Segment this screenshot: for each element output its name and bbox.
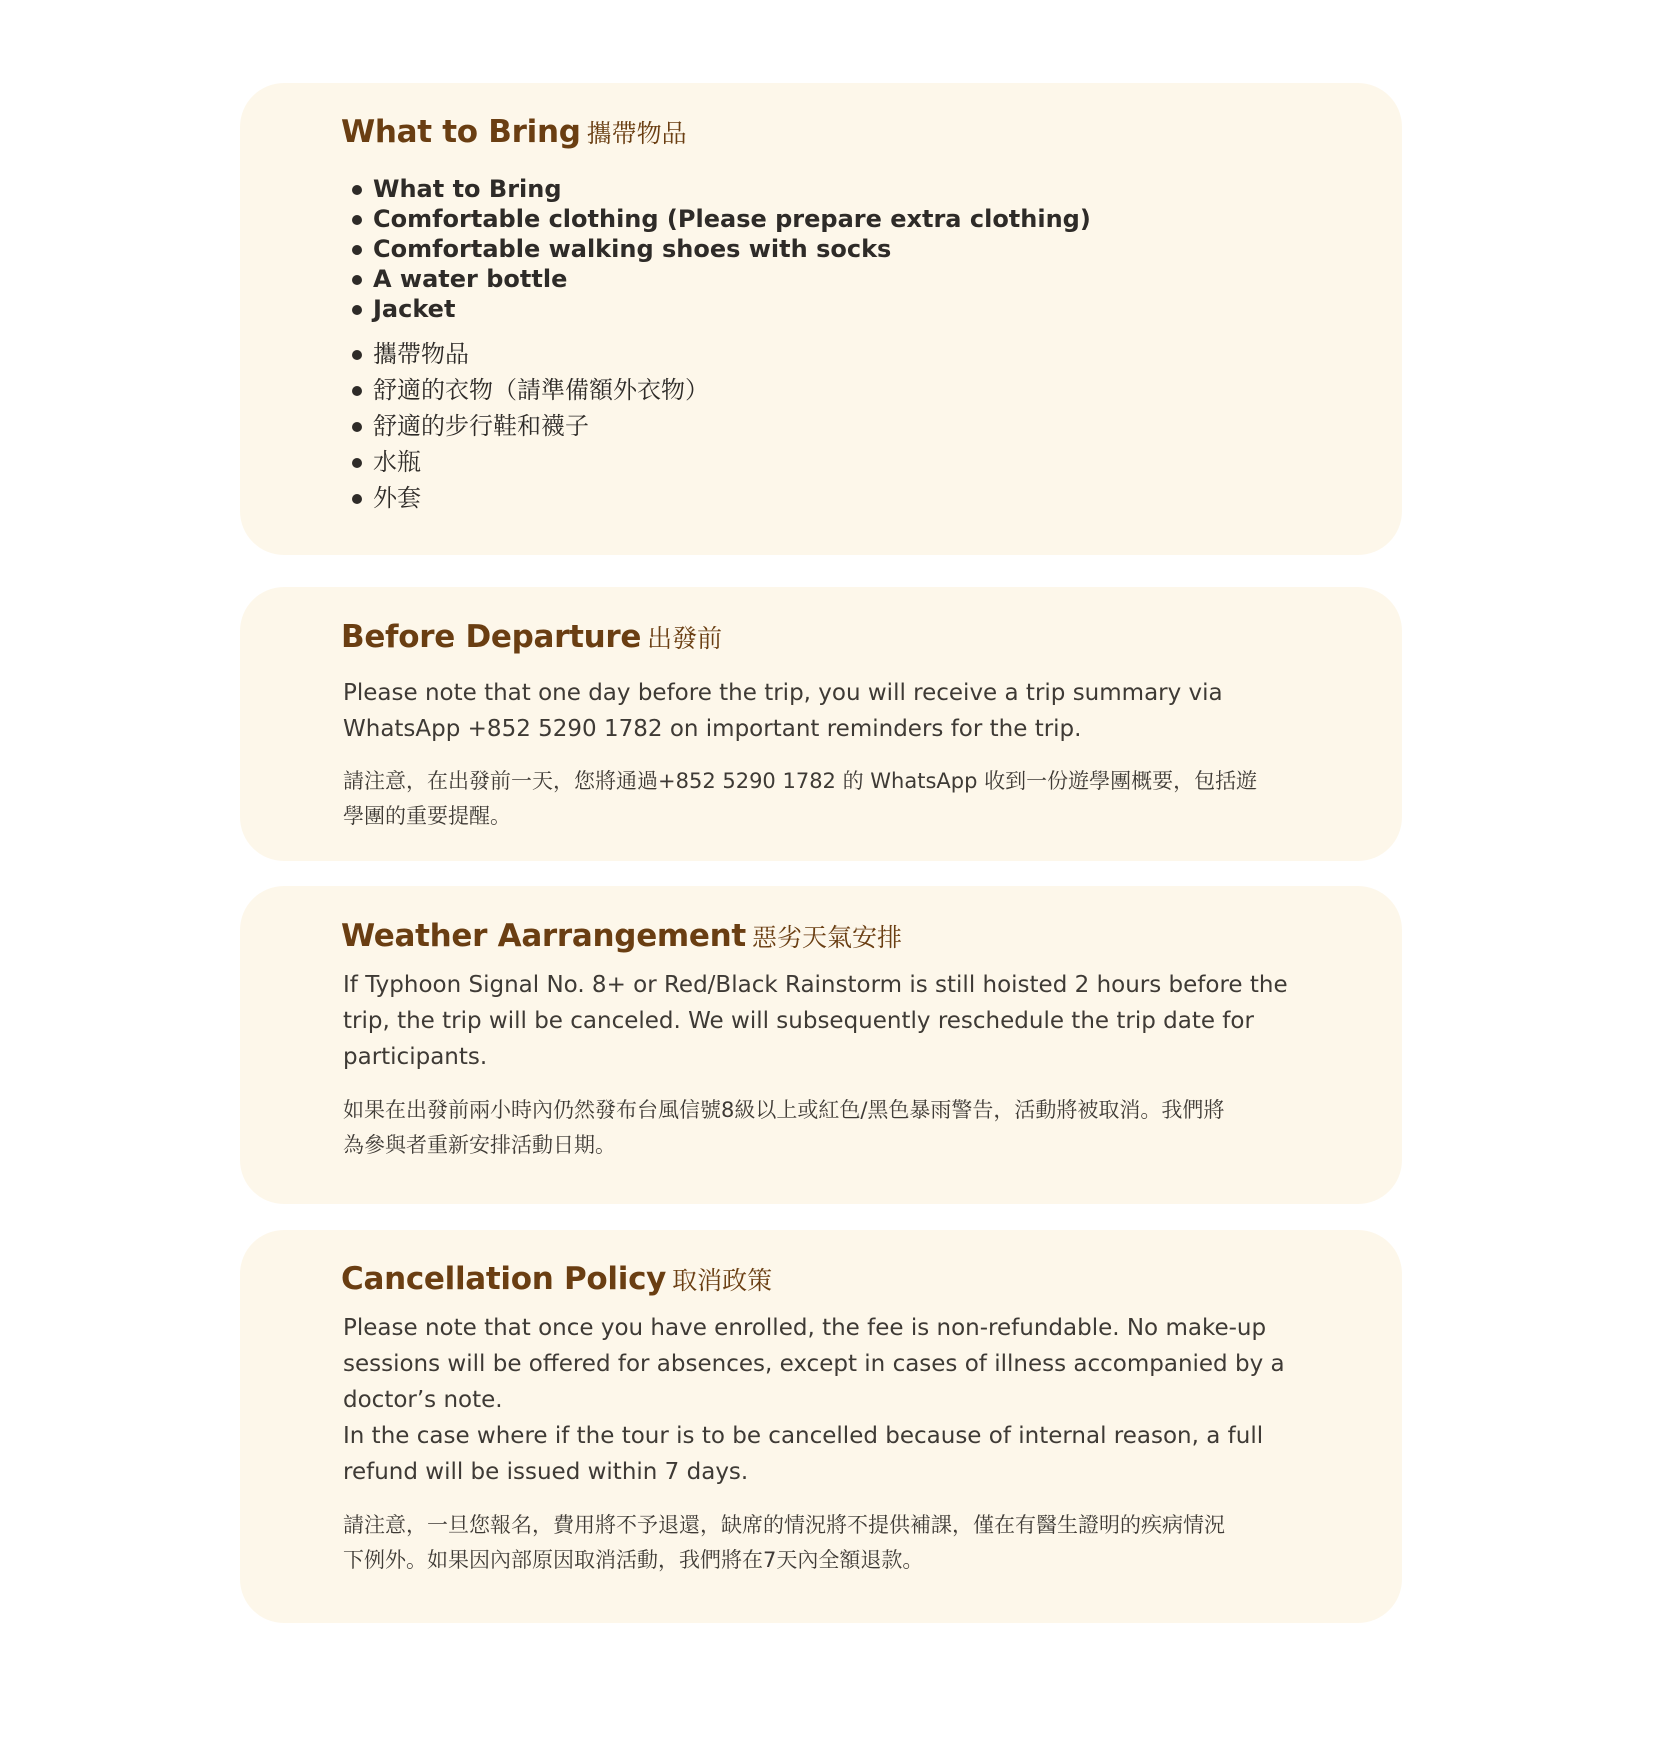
list-item: 舒適的步行鞋和襪子 [341,408,1322,444]
text-line: refund will be issued within 7 days. [343,1459,749,1485]
text-line: participants. [343,1044,488,1070]
cancellation-policy-title-zh: 取消政策 [672,1266,773,1295]
list-item: 舒適的衣物（請準備額外衣物） [341,372,1322,408]
text-line: sessions will be offered for absences, except in cases of illness accompanied by a [343,1351,1285,1377]
weather-arrangement-title [341,914,1322,960]
cancellation-policy-title [341,1257,1322,1303]
cancellation-policy-text-en [341,1310,1322,1490]
list-item: A water bottle [341,264,1322,294]
weather-arrangement-title-zh: 惡劣天氣安排 [751,923,902,952]
cancellation-policy-text-zh [341,1508,1322,1578]
weather-arrangement-title-en: Weather Aarrangement [341,918,746,954]
text-line: In the case where if the tour is to be cancelled because of internal reason, a full [343,1423,1264,1449]
text-line: 如果在出發前兩小時內仍然發布台風信號8級以上或紅色/黑色暴雨警告，活動將被取消。我們將 [343,1098,1225,1122]
text-line: 下例外。如果因內部原因取消活動，我們將在7天內全額退款。 [343,1548,924,1572]
before-departure-card [240,587,1402,861]
before-departure-text-zh [341,764,1322,834]
list-item: 水瓶 [341,444,1322,480]
text-line: 請注意，一旦您報名，費用將不予退還，缺席的情況將不提供補課，僅在有醫生證明的疾病情況 [343,1513,1225,1537]
text-line: doctor’s note. [343,1387,503,1413]
weather-arrangement-card [240,886,1402,1204]
what-to-bring-card [240,83,1402,555]
list-item: What to Bring [341,174,1322,204]
list-item: 攜帶物品 [341,336,1322,372]
text-line: If Typhoon Signal No. 8+ or Red/Black Rainstorm is still hoisted 2 hours before the [343,972,1288,998]
text-line: Please note that one day before the trip, you will receive a trip summary via [343,680,1223,706]
what-to-bring-title-en: What to Bring [341,114,581,150]
before-departure-title-zh: 出發前 [647,624,723,653]
bring-list-en [341,174,1322,324]
before-departure-title [341,615,1322,661]
what-to-bring-title [341,110,1322,156]
text-line: Please note that once you have enrolled, the fee is non-refundable. No make-up [343,1315,1267,1341]
text-line: WhatsApp +852 5290 1782 on important reminders for the trip. [343,716,1082,742]
text-line: 請注意，在出發前一天，您將通過+852 5290 1782 的 WhatsApp 收到一份遊學團概要，包括遊 [343,769,1258,793]
text-line: 為參與者重新安排活動日期。 [343,1133,616,1157]
text-line: trip, the trip will be canceled. We will subsequently reschedule the trip date for [343,1008,1254,1034]
weather-arrangement-text-en [341,967,1322,1075]
list-item: 外套 [341,480,1322,516]
list-item: Comfortable clothing (Please prepare extra clothing) [341,204,1322,234]
before-departure-title-en: Before Departure [341,619,642,655]
list-item: Comfortable walking shoes with socks [341,234,1322,264]
text-line: 學團的重要提醒。 [343,804,511,828]
what-to-bring-title-zh: 攜帶物品 [586,119,687,148]
weather-arrangement-text-zh [341,1093,1322,1163]
before-departure-text-en [341,675,1322,747]
list-item: Jacket [341,294,1322,324]
cancellation-policy-card [240,1230,1402,1623]
bring-list-zh [341,336,1322,516]
cancellation-policy-title-en: Cancellation Policy [341,1261,667,1297]
